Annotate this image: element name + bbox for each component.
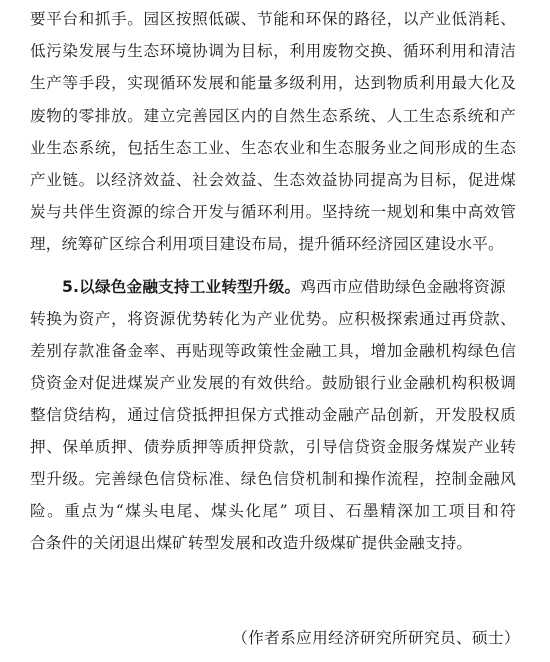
paragraph-line: 押、保单质押、债券质押等质押贷款，引导信贷资金服务煤炭产业转 bbox=[30, 438, 516, 456]
paragraph-line: 生产等手段，实现循环发展和能量多级利用，达到物质利用最大化及 bbox=[30, 74, 516, 92]
paragraph-line: 差别存款准备金率、再贴现等政策性金融工具，增加金融机构绿色信 bbox=[30, 342, 516, 360]
author-credit: （作者系应用经济研究所研究员、硕士） bbox=[232, 629, 520, 647]
section-first-line-text: 鸡西市应借助绿色金融将资源 bbox=[300, 278, 506, 296]
paragraph-line: 型升级。完善绿色信贷标准、绿色信贷机制和操作流程，控制金融风 bbox=[30, 470, 516, 488]
paragraph-line: 险。重点为“煤头电尾、煤头化尾” 项目、石墨精深加工项目和符 bbox=[30, 502, 516, 520]
paragraph-line: 要平台和抓手。园区按照低碳、节能和环保的路径，以产业低消耗、 bbox=[30, 10, 516, 28]
paragraph-line: 合条件的关闭退出煤矿转型发展和改造升级煤矿提供金融支持。 bbox=[30, 534, 473, 552]
section-heading-line bbox=[62, 276, 516, 298]
paragraph-line: 炭与共伴生资源的综合开发与循环利用。坚持统一规划和集中高效管 bbox=[30, 203, 516, 221]
paragraph-line: 废物的零排放。建立完善园区内的自然生态系统、人工生态系统和产 bbox=[30, 107, 516, 125]
section-heading: 5.以绿色金融支持工业转型升级。 bbox=[62, 278, 301, 296]
paragraph-line: 整信贷结构，通过信贷抵押担保方式推动金融产品创新，开发股权质 bbox=[30, 406, 516, 424]
paragraph-line: 产业链。以经济效益、社会效益、生态效益协同提高为目标，促进煤 bbox=[30, 171, 516, 189]
paragraph-line: 业生态系统，包括生态工业、生态农业和生态服务业之间形成的生态 bbox=[30, 139, 516, 157]
paragraph-line: 贷资金对促进煤炭产业发展的有效供给。鼓励银行业金融机构积极调 bbox=[30, 374, 516, 392]
paragraph-line: 理，统筹矿区综合利用项目建设布局，提升循环经济园区建设水平。 bbox=[30, 235, 504, 253]
paragraph-line: 转换为资产，将资源优势转化为产业优势。应积极探索通过再贷款、 bbox=[30, 310, 516, 328]
paragraph-line: 低污染发展与生态环境协调为目标，利用废物交换、循环利用和清洁 bbox=[30, 42, 516, 60]
